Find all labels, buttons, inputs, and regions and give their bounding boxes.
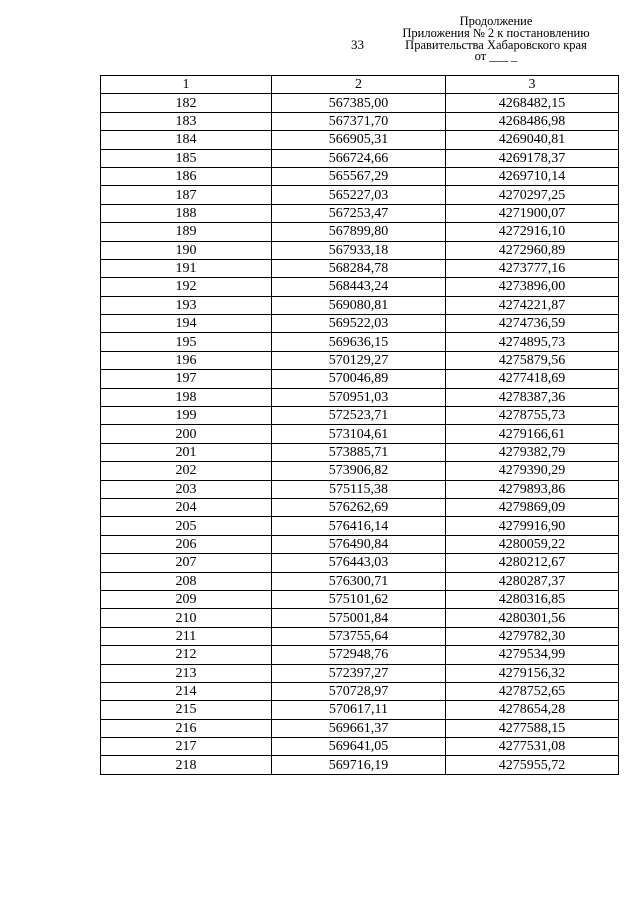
table-row <box>101 719 619 737</box>
cell-y-coordinate: 4279156,32 <box>446 664 619 682</box>
cell-x-coordinate: 573104,61 <box>272 425 446 443</box>
cell-y-coordinate: 4279916,90 <box>446 517 619 535</box>
cell-y-coordinate: 4279893,86 <box>446 480 619 498</box>
cell-y-coordinate: 4278387,36 <box>446 388 619 406</box>
cell-x-coordinate: 576300,71 <box>272 572 446 590</box>
cell-y-coordinate: 4273896,00 <box>446 278 619 296</box>
table-row <box>101 241 619 259</box>
table-row <box>101 480 619 498</box>
cell-x-coordinate: 569641,05 <box>272 738 446 756</box>
cell-x-coordinate: 572397,27 <box>272 664 446 682</box>
table-row <box>101 112 619 130</box>
cell-point-number: 188 <box>101 204 272 222</box>
cell-y-coordinate: 4272916,10 <box>446 223 619 241</box>
column-header-point: 1 <box>101 76 272 94</box>
cell-x-coordinate: 570129,27 <box>272 351 446 369</box>
cell-point-number: 209 <box>101 590 272 608</box>
cell-x-coordinate: 572523,71 <box>272 407 446 425</box>
cell-y-coordinate: 4280059,22 <box>446 535 619 553</box>
cell-y-coordinate: 4271900,07 <box>446 204 619 222</box>
cell-x-coordinate: 566724,66 <box>272 149 446 167</box>
cell-x-coordinate: 570617,11 <box>272 701 446 719</box>
table-row <box>101 333 619 351</box>
cell-point-number: 190 <box>101 241 272 259</box>
cell-point-number: 185 <box>101 149 272 167</box>
table-row <box>101 388 619 406</box>
table-row <box>101 204 619 222</box>
cell-x-coordinate: 568284,78 <box>272 259 446 277</box>
cell-x-coordinate: 567371,70 <box>272 112 446 130</box>
table-header-row <box>101 76 619 94</box>
cell-point-number: 199 <box>101 407 272 425</box>
cell-y-coordinate: 4277588,15 <box>446 719 619 737</box>
cell-point-number: 200 <box>101 425 272 443</box>
header-line-continuation: Продолжение <box>459 14 533 28</box>
cell-y-coordinate: 4278654,28 <box>446 701 619 719</box>
cell-y-coordinate: 4269710,14 <box>446 167 619 185</box>
cell-y-coordinate: 4280301,56 <box>446 609 619 627</box>
cell-x-coordinate: 573906,82 <box>272 462 446 480</box>
cell-x-coordinate: 570046,89 <box>272 370 446 388</box>
cell-y-coordinate: 4274221,87 <box>446 296 619 314</box>
cell-point-number: 208 <box>101 572 272 590</box>
table-row <box>101 259 619 277</box>
cell-y-coordinate: 4279382,79 <box>446 443 619 461</box>
cell-point-number: 210 <box>101 609 272 627</box>
cell-x-coordinate: 572948,76 <box>272 646 446 664</box>
table-row <box>101 590 619 608</box>
cell-x-coordinate: 570951,03 <box>272 388 446 406</box>
document-header <box>376 16 616 63</box>
table-row <box>101 498 619 516</box>
cell-y-coordinate: 4280287,37 <box>446 572 619 590</box>
cell-y-coordinate: 4268486,98 <box>446 112 619 130</box>
table-row <box>101 756 619 774</box>
cell-x-coordinate: 569661,37 <box>272 719 446 737</box>
cell-x-coordinate: 566905,31 <box>272 131 446 149</box>
cell-y-coordinate: 4277531,08 <box>446 738 619 756</box>
cell-point-number: 193 <box>101 296 272 314</box>
table-row <box>101 131 619 149</box>
cell-y-coordinate: 4279534,99 <box>446 646 619 664</box>
cell-x-coordinate: 575001,84 <box>272 609 446 627</box>
cell-point-number: 205 <box>101 517 272 535</box>
table-row <box>101 186 619 204</box>
header-line-appendix: Приложения № 2 к постановлению <box>402 25 590 40</box>
table-row <box>101 149 619 167</box>
cell-point-number: 195 <box>101 333 272 351</box>
table-row <box>101 370 619 388</box>
cell-x-coordinate: 565567,29 <box>272 167 446 185</box>
cell-x-coordinate: 575101,62 <box>272 590 446 608</box>
cell-y-coordinate: 4269040,81 <box>446 131 619 149</box>
coordinates-table <box>100 75 619 775</box>
table-row <box>101 315 619 333</box>
cell-point-number: 207 <box>101 554 272 572</box>
cell-x-coordinate: 567385,00 <box>272 94 446 112</box>
cell-x-coordinate: 569080,81 <box>272 296 446 314</box>
cell-point-number: 203 <box>101 480 272 498</box>
cell-point-number: 215 <box>101 701 272 719</box>
cell-x-coordinate: 565227,03 <box>272 186 446 204</box>
cell-x-coordinate: 573885,71 <box>272 443 446 461</box>
table-row <box>101 701 619 719</box>
cell-y-coordinate: 4279869,09 <box>446 498 619 516</box>
cell-x-coordinate: 570728,97 <box>272 682 446 700</box>
table-row <box>101 627 619 645</box>
cell-y-coordinate: 4275955,72 <box>446 756 619 774</box>
cell-y-coordinate: 4279390,29 <box>446 462 619 480</box>
table-row <box>101 682 619 700</box>
cell-point-number: 198 <box>101 388 272 406</box>
cell-x-coordinate: 573755,64 <box>272 627 446 645</box>
cell-point-number: 214 <box>101 682 272 700</box>
cell-point-number: 217 <box>101 738 272 756</box>
cell-point-number: 183 <box>101 112 272 130</box>
table-row <box>101 167 619 185</box>
table-row <box>101 223 619 241</box>
cell-y-coordinate: 4277418,69 <box>446 370 619 388</box>
header-line-date: от ___ _ <box>474 49 518 64</box>
cell-y-coordinate: 4280316,85 <box>446 590 619 608</box>
table-row <box>101 664 619 682</box>
cell-y-coordinate: 4274736,59 <box>446 315 619 333</box>
cell-point-number: 187 <box>101 186 272 204</box>
cell-x-coordinate: 568443,24 <box>272 278 446 296</box>
table-row <box>101 517 619 535</box>
header-line-government: Правительства Хабаровского края <box>405 37 587 52</box>
cell-point-number: 204 <box>101 498 272 516</box>
cell-x-coordinate: 575115,38 <box>272 480 446 498</box>
cell-y-coordinate: 4268482,15 <box>446 94 619 112</box>
cell-point-number: 197 <box>101 370 272 388</box>
table-row <box>101 462 619 480</box>
cell-point-number: 189 <box>101 223 272 241</box>
column-header-y: 3 <box>446 76 619 94</box>
cell-x-coordinate: 576443,03 <box>272 554 446 572</box>
cell-point-number: 218 <box>101 756 272 774</box>
cell-point-number: 201 <box>101 443 272 461</box>
cell-x-coordinate: 569636,15 <box>272 333 446 351</box>
cell-point-number: 211 <box>101 627 272 645</box>
page-number: 33 <box>351 37 364 52</box>
cell-x-coordinate: 576262,69 <box>272 498 446 516</box>
cell-point-number: 182 <box>101 94 272 112</box>
cell-point-number: 202 <box>101 462 272 480</box>
cell-y-coordinate: 4269178,37 <box>446 149 619 167</box>
cell-y-coordinate: 4270297,25 <box>446 186 619 204</box>
cell-point-number: 213 <box>101 664 272 682</box>
cell-y-coordinate: 4273777,16 <box>446 259 619 277</box>
table-row <box>101 425 619 443</box>
table-body <box>101 94 619 774</box>
cell-y-coordinate: 4280212,67 <box>446 554 619 572</box>
table-row <box>101 407 619 425</box>
table-row <box>101 296 619 314</box>
cell-point-number: 186 <box>101 167 272 185</box>
cell-y-coordinate: 4278752,65 <box>446 682 619 700</box>
table-row <box>101 609 619 627</box>
table-row <box>101 443 619 461</box>
cell-y-coordinate: 4274895,73 <box>446 333 619 351</box>
table-row <box>101 351 619 369</box>
cell-point-number: 212 <box>101 646 272 664</box>
table-row <box>101 572 619 590</box>
table-row <box>101 278 619 296</box>
table-row <box>101 646 619 664</box>
cell-x-coordinate: 576416,14 <box>272 517 446 535</box>
cell-x-coordinate: 567253,47 <box>272 204 446 222</box>
cell-point-number: 196 <box>101 351 272 369</box>
table-row <box>101 535 619 553</box>
cell-point-number: 216 <box>101 719 272 737</box>
cell-x-coordinate: 567899,80 <box>272 223 446 241</box>
cell-point-number: 194 <box>101 315 272 333</box>
table-row <box>101 554 619 572</box>
cell-point-number: 191 <box>101 259 272 277</box>
cell-y-coordinate: 4279782,30 <box>446 627 619 645</box>
table-row <box>101 94 619 112</box>
cell-x-coordinate: 569716,19 <box>272 756 446 774</box>
cell-x-coordinate: 567933,18 <box>272 241 446 259</box>
cell-point-number: 206 <box>101 535 272 553</box>
cell-x-coordinate: 576490,84 <box>272 535 446 553</box>
cell-y-coordinate: 4275879,56 <box>446 351 619 369</box>
table-row <box>101 738 619 756</box>
column-header-x: 2 <box>272 76 446 94</box>
cell-y-coordinate: 4279166,61 <box>446 425 619 443</box>
cell-y-coordinate: 4272960,89 <box>446 241 619 259</box>
cell-point-number: 184 <box>101 131 272 149</box>
cell-y-coordinate: 4278755,73 <box>446 407 619 425</box>
cell-x-coordinate: 569522,03 <box>272 315 446 333</box>
cell-point-number: 192 <box>101 278 272 296</box>
